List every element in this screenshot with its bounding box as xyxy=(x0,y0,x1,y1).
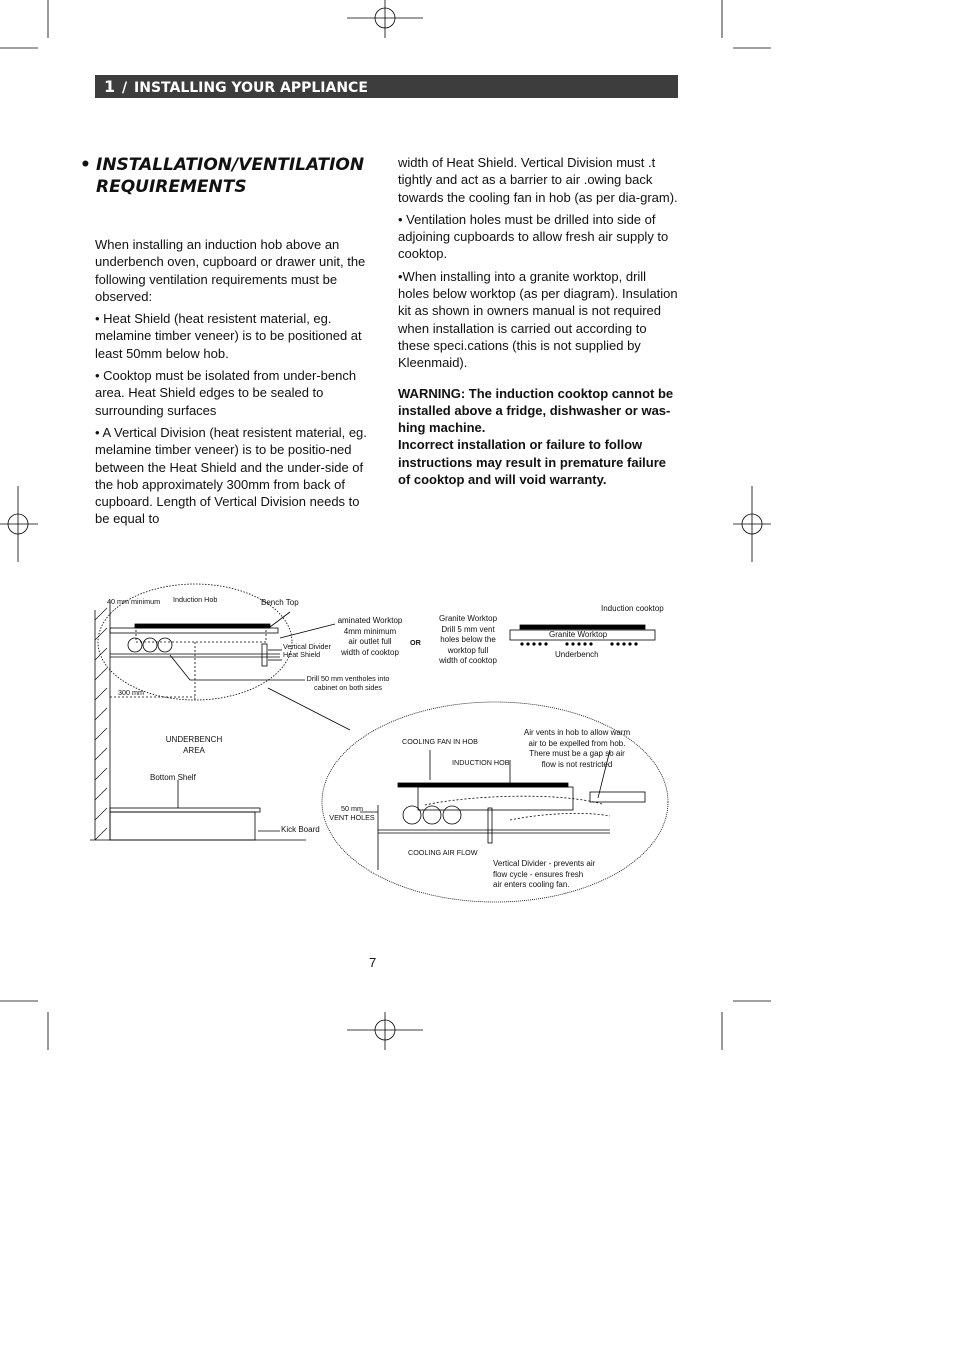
label-granite-worktop-note: Granite Worktop Drill 5 mm vent holes below the worktop full width of cooktop xyxy=(438,614,498,665)
section-number: 1 xyxy=(104,77,116,96)
title-bullet: • xyxy=(80,155,91,175)
registration-mark-left xyxy=(0,486,38,562)
label-kick-board: Kick Board xyxy=(281,825,320,834)
vertical-division-continued: width of Heat Shield. Vertical Division must .t tightly and act as a barrier to air .owing back towards the cooling fan in hob (as per dia-gram). xyxy=(398,155,678,205)
left-text-column xyxy=(95,236,375,533)
label-granite-worktop: Granite Worktop xyxy=(549,630,608,639)
label-heat-shield: Heat Shield xyxy=(283,650,321,659)
page-title xyxy=(80,154,390,198)
label-bench-top: Bench Top xyxy=(261,598,299,607)
label-underbench-area: UNDERBENCH AREA xyxy=(165,735,223,755)
label-induction-cooktop: Induction cooktop xyxy=(601,604,664,613)
section-header-title: INSTALLING YOUR APPLIANCE xyxy=(134,80,368,96)
cooktop-isolation-paragraph: • Cooktop must be isolated from under-bench area. Heat Shield edges to be sealed to surrounding surfaces xyxy=(95,368,357,418)
vertical-division-paragraph: • A Vertical Division (heat resistent material, eg. melamine timber veneer) is to be positio-ned between the Heat Shield and the under-side of the hob approximately 300mm from back of cupboard. Length of Vertical Division needs to be equal to xyxy=(95,424,367,527)
label-or: OR xyxy=(410,638,421,647)
installation-diagram xyxy=(90,580,690,910)
registration-mark-top xyxy=(347,0,423,38)
label-vent-holes: 50 mm VENT HOLES xyxy=(329,804,375,822)
label-cooling-air-flow: COOLING AIR FLOW xyxy=(408,848,478,857)
heat-shield-paragraph: • Heat Shield (heat resistent material, eg. melamine timber veneer) is to be positioned at least 50mm below hob. xyxy=(95,311,362,361)
label-air-vents: Air vents in hob to allow warm air to be expelled from hob. There must be a gap so air flow is not restricted xyxy=(523,728,631,769)
registration-mark-bottom xyxy=(347,1012,423,1050)
right-text-column xyxy=(398,154,680,493)
registration-mark-right xyxy=(733,486,771,562)
section-separator: / xyxy=(122,80,128,96)
title-line-2: REQUIREMENTS xyxy=(96,177,247,197)
label-vertical-divider-note: Vertical Divider - prevents air flow cycle - ensures fresh air enters cooling fan. xyxy=(493,859,596,889)
label-vertical-divider: Vertical Divider xyxy=(283,642,331,651)
section-header xyxy=(95,75,678,98)
label-underbench: Underbench xyxy=(555,650,599,659)
granite-worktop-paragraph: •When installing into a granite worktop, drill holes below worktop (as per diagram). Insulation kit as shown in owners manual is not required when installation is carried out according to these speci.cations (this is not supplied by Kleenmaid). xyxy=(398,268,678,371)
label-drill-50mm: Drill 50 mm ventholes into cabinet on both sides xyxy=(306,674,390,692)
label-laminated-worktop: aminated Worktop 4mm minimum air outlet full width of cooktop xyxy=(337,616,403,657)
intro-paragraph: When installing an induction hob above an underbench oven, cupboard or drawer unit, the following ventilation requirements must be observed: xyxy=(95,237,366,304)
page-number: 7 xyxy=(369,955,377,970)
warning-text xyxy=(398,385,680,489)
title-line-1: INSTALLATION/VENTILATION xyxy=(96,155,365,175)
label-cooling-fan: COOLING FAN IN HOB xyxy=(402,737,478,746)
warning-line-1: WARNING: The induction cooktop cannot be installed above a fridge, dishwasher or was-hing machine. xyxy=(398,385,674,436)
label-induction-hob-zoom: INDUCTION HOB xyxy=(452,758,510,767)
label-40mm-minimum: 40 mm minimum xyxy=(107,597,161,606)
label-bottom-shelf: Bottom Shelf xyxy=(150,773,196,782)
warning-line-2: Incorrect installation or failure to follow instructions may result in premature failure of cooktop and will void warranty. xyxy=(398,437,667,488)
ventilation-holes-paragraph: • Ventilation holes must be drilled into side of adjoining cupboards to allow fresh air supply to cooktop. xyxy=(398,211,669,262)
label-300mm: 300 mm xyxy=(118,688,144,697)
label-induction-hob: Induction Hob xyxy=(173,595,218,604)
